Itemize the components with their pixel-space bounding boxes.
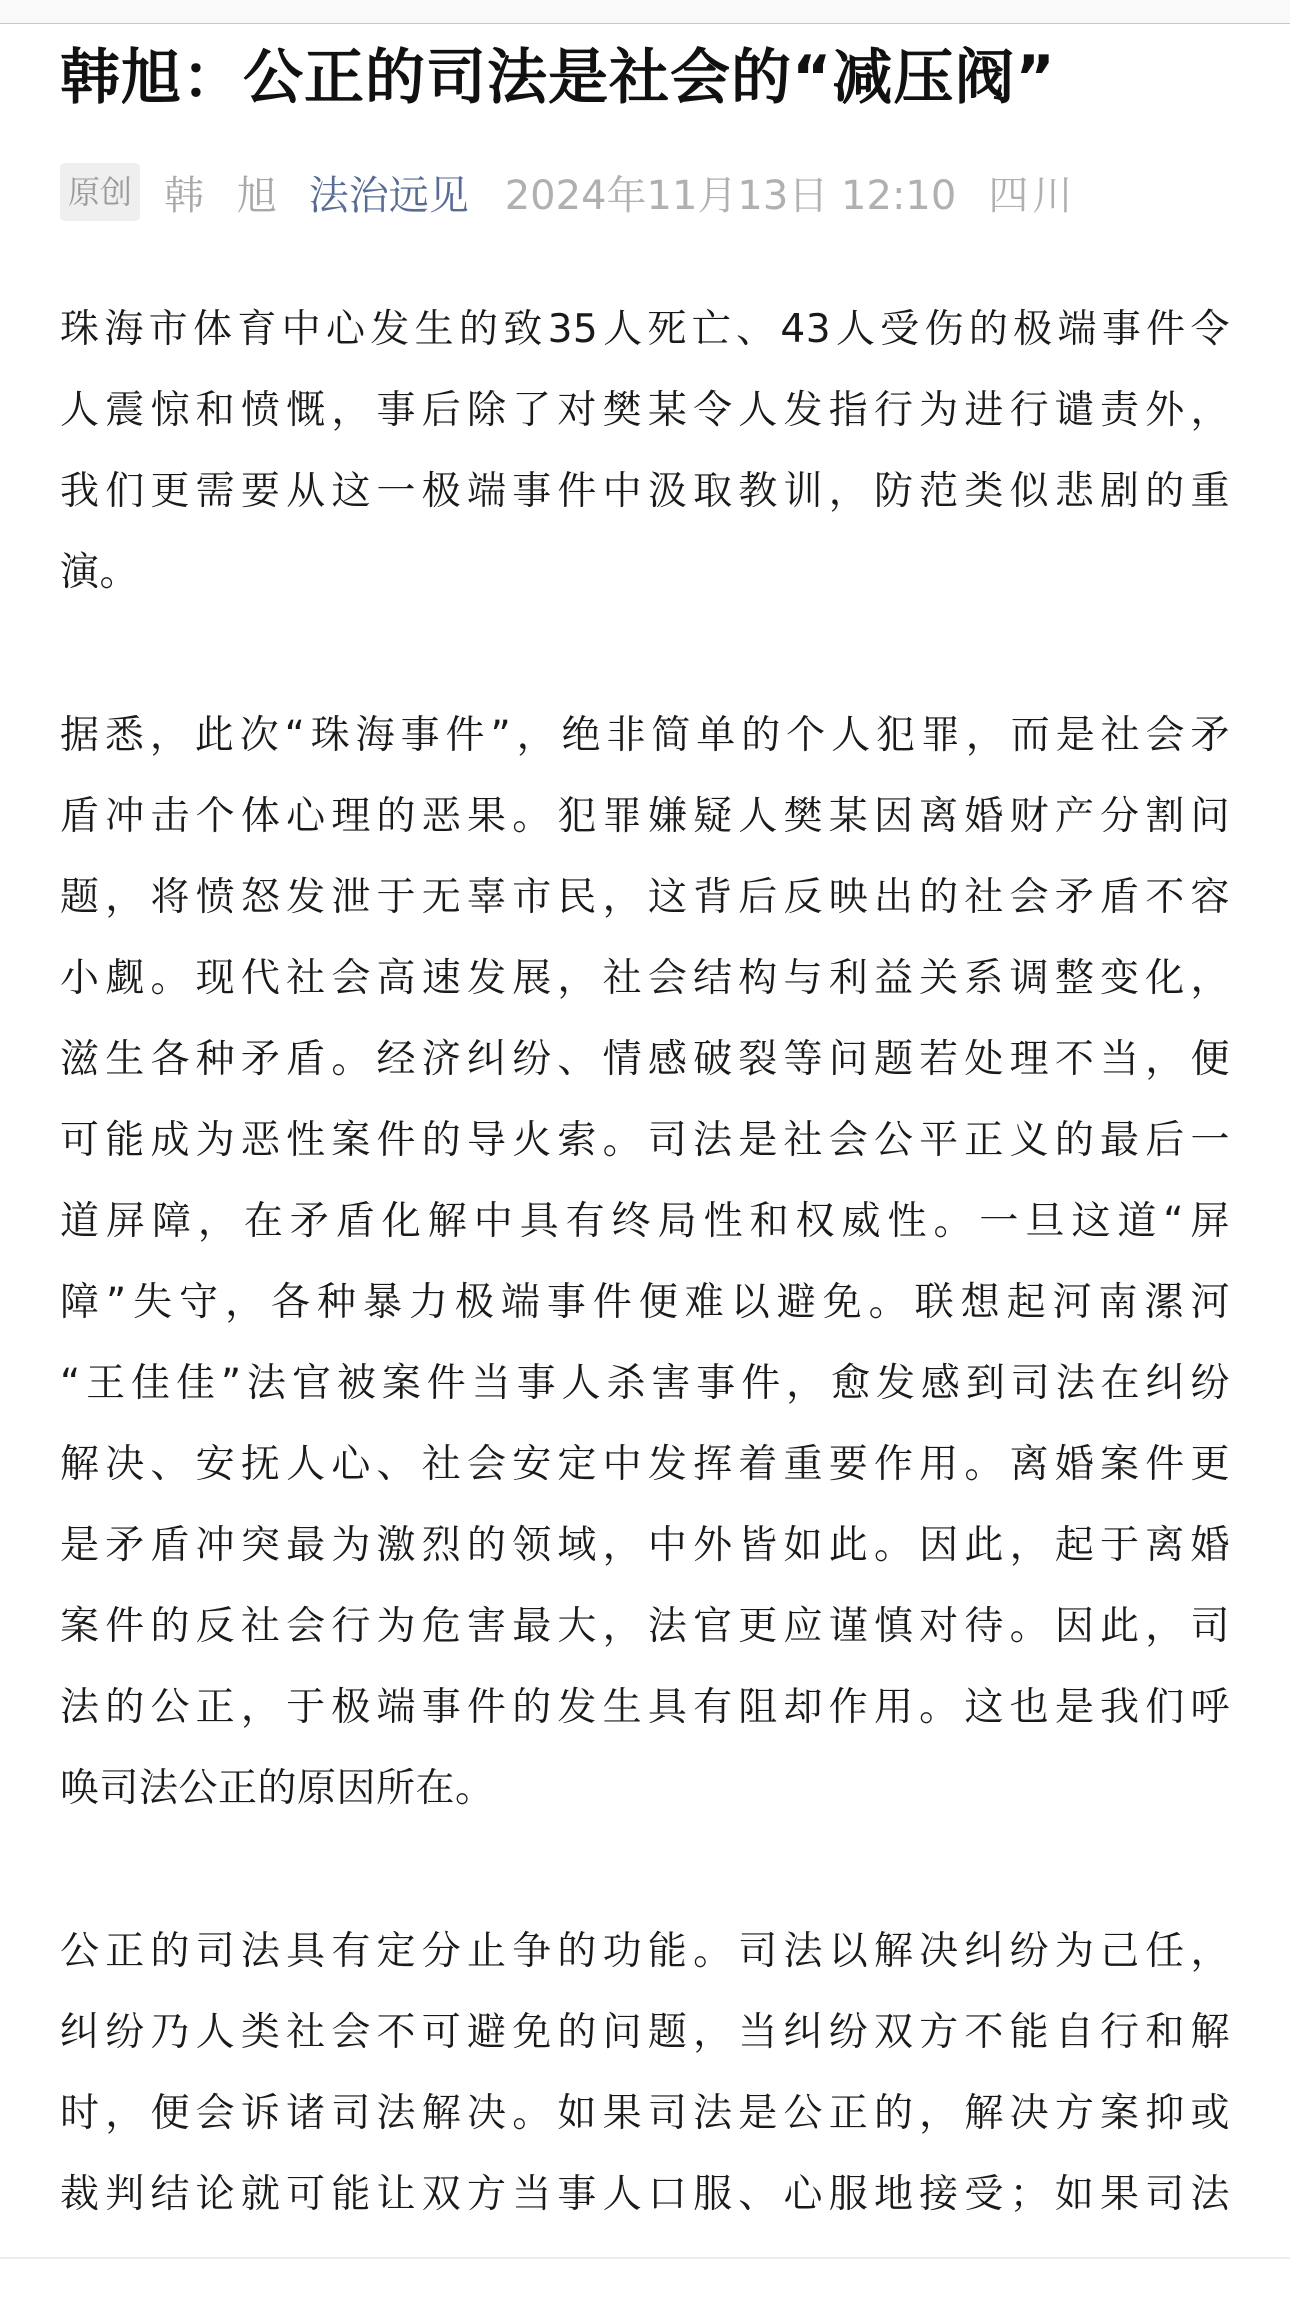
article-body <box>60 289 1230 2235</box>
article <box>60 24 1230 2317</box>
text-line: 是矛盾冲突最为激烈的领域，中外皆如此。因此，起于离婚 <box>60 1523 1230 1568</box>
text-line: 法的公正，于极端事件的发生具有阻却作用。这也是我们呼 <box>60 1685 1230 1730</box>
publish-date: 2024年11月13日 12:10 <box>504 172 957 219</box>
text-line: 唤司法公正的原因所在。 <box>60 1766 495 1811</box>
top-toolbar <box>0 0 1290 24</box>
text-line: 公正的司法具有定分止争的功能。司法以解决纠纷为己任， <box>60 1929 1230 1974</box>
text-line: 珠海市体育中心发生的致35人死亡、43人受伤的极端事件令 <box>60 307 1230 352</box>
text-line: 我们更需要从这一极端事件中汲取教训，防范类似悲剧的重 <box>60 469 1230 514</box>
article-title: 韩旭：公正的司法是社会的“减压阀” <box>60 43 1056 113</box>
text-line: 小觑。现代社会高速发展，社会结构与利益关系调整变化， <box>60 956 1230 1001</box>
article-meta <box>60 161 1230 223</box>
bottom-toolbar <box>0 2257 1290 2291</box>
paragraph-3 <box>60 1911 1230 2235</box>
paragraph-2 <box>60 695 1230 1829</box>
text-line: 障”失守，各种暴力极端事件便难以避免。联想起河南漯河 <box>60 1280 1230 1325</box>
text-line: 纠纷乃人类社会不可避免的问题，当纠纷双方不能自行和解 <box>60 2010 1230 2055</box>
original-badge: 原创 <box>60 163 140 221</box>
text-line: 题，将愤怒发泄于无辜市民，这背后反映出的社会矛盾不容 <box>60 875 1230 920</box>
text-line: 道屏障，在矛盾化解中具有终局性和权威性。一旦这道“屏 <box>60 1199 1230 1244</box>
paragraph-1 <box>60 289 1230 613</box>
text-line: 可能成为恶性案件的导火索。司法是社会公平正义的最后一 <box>60 1118 1230 1163</box>
text-line: 裁判结论就可能让双方当事人口服、心服地接受；如果司法 <box>60 2172 1230 2217</box>
text-line: 盾冲击个体心理的恶果。犯罪嫌疑人樊某因离婚财产分割问 <box>60 794 1230 839</box>
text-line: 滋生各种矛盾。经济纠纷、情感破裂等问题若处理不当，便 <box>60 1037 1230 1082</box>
text-line: “王佳佳”法官被案件当事人杀害事件，愈发感到司法在纠纷 <box>60 1361 1230 1406</box>
text-line: 人震惊和愤慨，事后除了对樊某令人发指行为进行谴责外， <box>60 388 1230 433</box>
text-line: 解决、安抚人心、社会安定中发挥着重要作用。离婚案件更 <box>60 1442 1230 1487</box>
text-line: 时，便会诉诸司法解决。如果司法是公正的，解决方案抑或 <box>60 2091 1230 2136</box>
text-line: 据悉，此次“珠海事件”，绝非简单的个人犯罪，而是社会矛 <box>60 713 1230 758</box>
publish-location: 四川 <box>988 172 1077 219</box>
author-name: 韩 旭 <box>164 172 287 219</box>
text-line: 案件的反社会行为危害最大，法官更应谨慎对待。因此，司 <box>60 1604 1230 1649</box>
text-line: 演。 <box>60 550 140 595</box>
account-link[interactable]: 法治远见 <box>308 172 469 219</box>
